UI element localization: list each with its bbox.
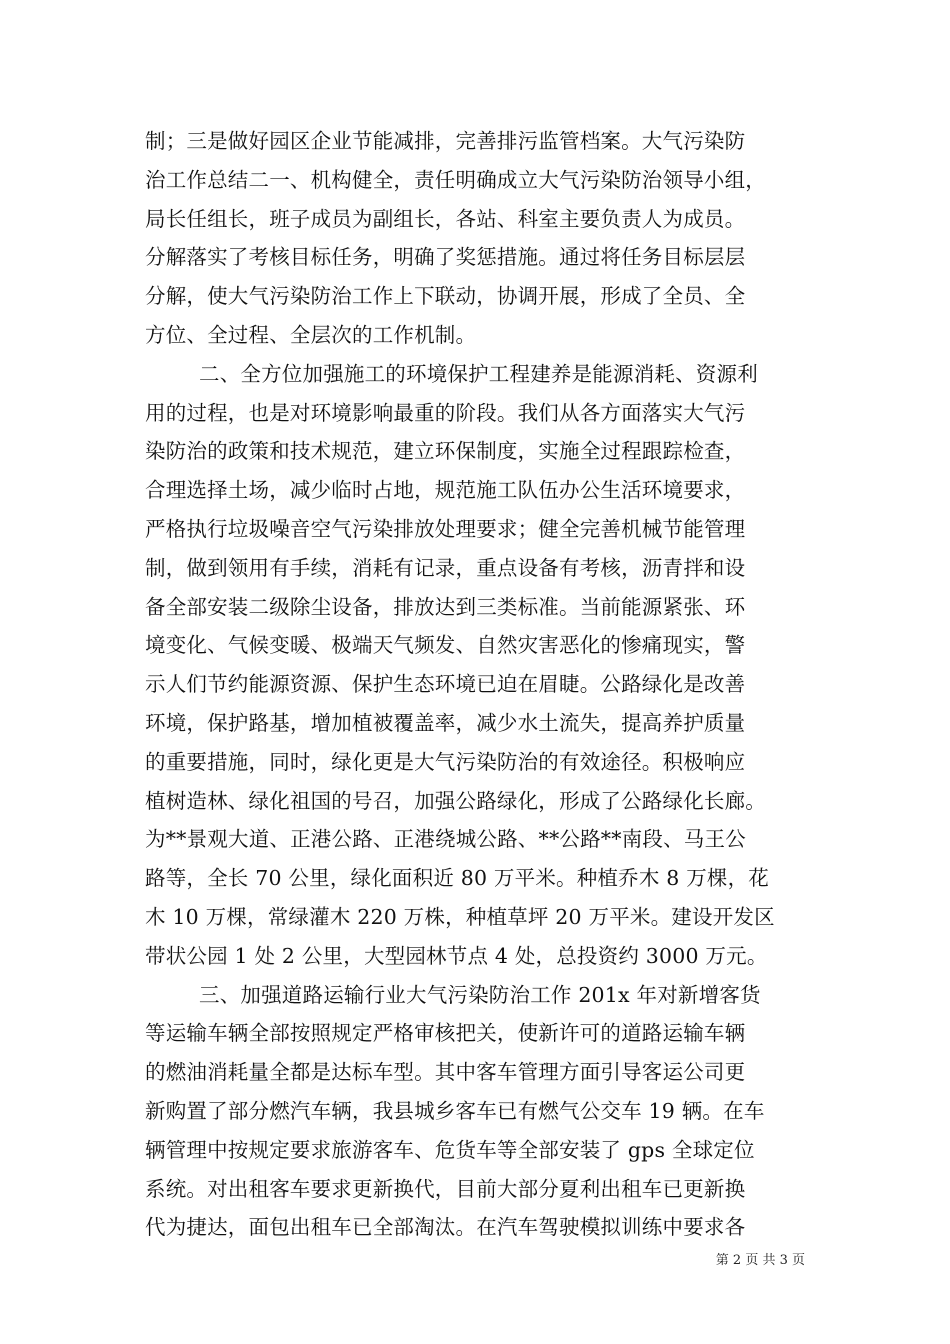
text-line: 治工作总结二一、机构健全，责任明确成立大气污染防治领导小组， — [145, 167, 766, 192]
text-line: 染防治的政策和技术规范，建立环保制度，实施全过程跟踪检查， — [145, 439, 746, 464]
text-line: 为**景观大道、正港公路、正港绕城公路、**公路**南段、马王公 — [145, 827, 746, 852]
text-line: 等运输车辆全部按照规定严格审核把关，使新许可的道路运输车辆 — [145, 1021, 746, 1046]
text-line: 备全部安装二级除尘设备，排放达到三类标准。当前能源紧张、环 — [145, 594, 746, 619]
text-line: 代为捷达，面包出租车已全部淘汰。在汽车驾驶模拟训练中要求各 — [145, 1215, 746, 1240]
text-line: 带状公园 1 处 2 公里，大型园林节点 4 处，总投资约 3000 万元。 — [145, 943, 768, 968]
page-number: 第 2 页 共 3 页 — [715, 1253, 805, 1268]
text-line: 植树造林、绿化祖国的号召，加强公路绿化，形成了公路绿化长廊。 — [145, 788, 766, 813]
text-line: 系统。对出租客车要求更新换代，目前大部分夏利出租车已更新换 — [145, 1176, 746, 1201]
text-line: 制；三是做好园区企业节能减排，完善排污监管档案。大气污染防 — [145, 129, 746, 153]
text-line: 用的过程，也是对环境影响最重的阶段。我们从各方面落实大气污 — [145, 400, 746, 425]
paragraph-start-line: 三、加强道路运输行业大气污染防治工作 201x 年对新增客货 — [199, 982, 761, 1007]
text-line: 合理选择土场，减少临时占地，规范施工队伍办公生活环境要求， — [145, 478, 746, 503]
text-line: 局长任组长，班子成员为副组长，各站、科室主要负责人为成员。 — [145, 206, 746, 231]
text-line: 示人们节约能源资源、保护生态环境已迫在眉睫。公路绿化是改善 — [145, 672, 746, 697]
text-line: 辆管理中按规定要求旅游客车、危货车等全部安装了 gps 全球定位 — [145, 1137, 755, 1162]
paragraph-start-line: 二、全方位加强施工的环境保护工程建养是能源消耗、资源利 — [199, 361, 758, 386]
text-line: 分解，使大气污染防治工作上下联动，协调开展，形成了全员、全 — [145, 284, 746, 309]
page-footer — [0, 1251, 950, 1271]
text-line: 境变化、气候变暖、极端天气频发、自然灾害恶化的惨痛现实，警 — [145, 633, 746, 658]
text-line: 方位、全过程、全层次的工作机制。 — [145, 322, 477, 347]
document-body — [145, 122, 805, 1247]
text-line: 严格执行垃圾噪音空气污染排放处理要求；健全完善机械节能管理 — [145, 516, 746, 541]
text-line: 制，做到领用有手续，消耗有记录，重点设备有考核，沥青拌和设 — [145, 555, 746, 580]
text-line: 木 10 万棵，常绿灌木 220 万株，种植草坪 20 万平米。建设开发区 — [145, 904, 775, 929]
text-line: 的燃油消耗量全都是达标车型。其中客车管理方面引导客运公司更 — [145, 1060, 746, 1085]
text-line: 新购置了部分燃汽车辆，我县城乡客车已有燃气公交车 19 辆。在车 — [145, 1098, 765, 1123]
text-line: 分解落实了考核目标任务，明确了奖惩措施。通过将任务目标层层 — [145, 245, 746, 270]
text-line: 环境，保护路基，增加植被覆盖率，减少水土流失，提高养护质量 — [145, 710, 746, 735]
text-line: 的重要措施，同时，绿化更是大气污染防治的有效途径。积极响应 — [145, 749, 746, 774]
text-line: 路等，全长 70 公里，绿化面积近 80 万平米。种植乔木 8 万棵，花 — [145, 866, 770, 891]
